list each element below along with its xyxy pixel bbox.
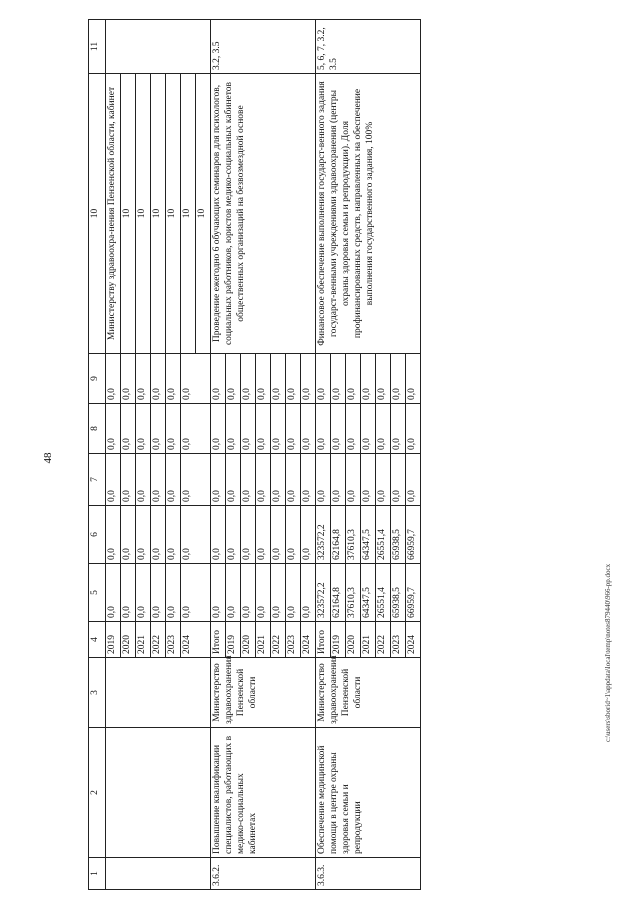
row-number: 3.6.2. xyxy=(211,858,316,890)
year-cell: Итого xyxy=(316,622,331,657)
value-column xyxy=(106,506,211,564)
year-cell: 2024 xyxy=(302,635,312,654)
amount-cell: 0,0 xyxy=(316,404,331,453)
amount-cell: 64347,5 xyxy=(361,506,376,563)
header-cell: 8 xyxy=(89,404,106,454)
amount-cell: 0,0 xyxy=(151,564,166,621)
year-cell: 2020 xyxy=(346,622,361,657)
result-value: 10 xyxy=(121,74,136,353)
amount-cell: 0,0 xyxy=(106,354,121,403)
value-column xyxy=(211,564,316,622)
amount-cell: 0,0 xyxy=(302,548,312,560)
amount-cell: 0,0 xyxy=(151,454,166,505)
rotated-table-sheet xyxy=(88,20,598,890)
amount-cell: 65938,5 xyxy=(391,564,406,621)
expected-result: Финансовое обеспечение выполнения государст-венного задания государст-венными учреждениями здравоохранения (центры охраны здоровья семьи и репродукции). Доля профинансированных средств, направленных на обеспечение выполнения государственного задания, 100% xyxy=(316,74,421,354)
amount-cell: 0,0 xyxy=(226,564,241,621)
header-cell: 4 xyxy=(89,622,106,658)
expected-result: Проведение ежегодно 6 обучающих семинаров для психологов, социальных работников, юристов медико-социальных кабинетов общественных организаций на безвозмездной основе xyxy=(211,74,316,354)
year-cell: 2023 xyxy=(391,622,406,657)
amount-cell: 0,0 xyxy=(376,404,391,453)
amount-cell: 0,0 xyxy=(136,404,151,453)
amount-cell: 0,0 xyxy=(256,404,271,453)
year-cell: Итого xyxy=(211,622,226,657)
amount-cell: 0,0 xyxy=(286,354,301,403)
amount-cell: 0,0 xyxy=(121,506,136,563)
amount-cell: 0,0 xyxy=(226,454,241,505)
executor: Министерство здравоохранения Пензенской области xyxy=(211,658,316,728)
amount-cell: 0,0 xyxy=(302,388,312,400)
result-value: 10 xyxy=(181,74,196,353)
amount-cell: 0,0 xyxy=(241,454,256,505)
value-column xyxy=(106,454,211,506)
table-row xyxy=(316,20,421,890)
amount-cell: 0,0 xyxy=(211,354,226,403)
amount-cell: 0,0 xyxy=(241,564,256,621)
header-cell: 7 xyxy=(89,454,106,506)
header-cell: 6 xyxy=(89,506,106,564)
amount-cell: 0,0 xyxy=(121,354,136,403)
footer-path: c:\users\sborid~1\appdata\local\temp\notes879440\966-pp.docx xyxy=(604,563,612,742)
amount-cell: 0,0 xyxy=(241,404,256,453)
amount-cell: 0,0 xyxy=(151,404,166,453)
executor: Министерство здравоохранения Пензенской области xyxy=(316,658,421,728)
amount-cell: 0,0 xyxy=(226,506,241,563)
result-value: 10 xyxy=(151,74,166,353)
amount-cell: 0,0 xyxy=(316,354,331,403)
amount-cell: 0,0 xyxy=(166,506,181,563)
year-cell: 2021 xyxy=(136,622,151,657)
value-column xyxy=(106,564,211,622)
amount-cell: 0,0 xyxy=(106,454,121,505)
amount-cell: 0,0 xyxy=(182,548,192,560)
amount-cell: 0,0 xyxy=(391,404,406,453)
amount-cell: 0,0 xyxy=(256,564,271,621)
value-column xyxy=(211,506,316,564)
value-column xyxy=(316,506,421,564)
amount-cell: 0,0 xyxy=(346,404,361,453)
amount-cell: 0,0 xyxy=(286,506,301,563)
amount-cell: 62164,8 xyxy=(331,506,346,563)
value-column xyxy=(316,622,421,658)
amount-cell: 0,0 xyxy=(376,454,391,505)
amount-cell: 0,0 xyxy=(136,506,151,563)
amount-cell: 0,0 xyxy=(256,506,271,563)
program-table xyxy=(88,19,421,890)
amount-cell: 0,0 xyxy=(302,438,312,450)
amount-cell: 0,0 xyxy=(407,490,417,502)
amount-cell: 0,0 xyxy=(361,354,376,403)
amount-cell: 0,0 xyxy=(391,454,406,505)
amount-cell: 0,0 xyxy=(376,354,391,403)
amount-cell: 0,0 xyxy=(136,354,151,403)
amount-cell: 64347,5 xyxy=(361,564,376,621)
header-cell: 5 xyxy=(89,564,106,622)
year-cell: 2022 xyxy=(376,622,391,657)
amount-cell: 0,0 xyxy=(361,404,376,453)
value-column xyxy=(211,404,316,454)
year-cell: 2023 xyxy=(286,622,301,657)
amount-cell: 0,0 xyxy=(106,564,121,621)
amount-cell: 0,0 xyxy=(271,354,286,403)
amount-cell: 0,0 xyxy=(241,506,256,563)
amount-cell: 0,0 xyxy=(302,490,312,502)
amount-cell: 0,0 xyxy=(211,564,226,621)
amount-cell: 0,0 xyxy=(121,404,136,453)
amount-cell: 0,0 xyxy=(391,354,406,403)
result-heading: Министерству здравоохра-нения Пензенской области, кабинет xyxy=(106,74,121,353)
amount-cell: 0,0 xyxy=(136,564,151,621)
year-cell: 2021 xyxy=(361,622,376,657)
header-cell: 11 xyxy=(89,20,106,74)
indicator-numbers: 5, 6, 7, 3.2, 3.5 xyxy=(316,20,421,74)
value-column xyxy=(106,354,211,404)
header-cell: 2 xyxy=(89,728,106,858)
header-cell: 3 xyxy=(89,658,106,728)
amount-cell: 0,0 xyxy=(182,490,192,502)
value-column xyxy=(211,354,316,404)
amount-cell: 0,0 xyxy=(211,404,226,453)
table-row xyxy=(211,20,316,890)
amount-cell: 0,0 xyxy=(286,404,301,453)
page-number: 48 xyxy=(42,452,54,464)
amount-cell: 0,0 xyxy=(182,606,192,618)
amount-cell: 0,0 xyxy=(151,354,166,403)
indicator-numbers xyxy=(106,20,211,74)
value-column xyxy=(211,622,316,658)
amount-cell: 0,0 xyxy=(256,354,271,403)
amount-cell: 66959,7 xyxy=(407,529,417,560)
amount-cell: 323572,2 xyxy=(316,564,331,621)
header-cell: 1 xyxy=(89,858,106,890)
amount-cell: 0,0 xyxy=(106,506,121,563)
amount-cell: 0,0 xyxy=(211,506,226,563)
amount-cell: 0,0 xyxy=(166,454,181,505)
year-cell: 2020 xyxy=(241,622,256,657)
result-value: 10 xyxy=(166,74,181,353)
amount-cell: 66959,7 xyxy=(407,587,417,618)
amount-cell: 0,0 xyxy=(136,454,151,505)
amount-cell: 0,0 xyxy=(346,454,361,505)
amount-cell: 0,0 xyxy=(106,404,121,453)
amount-cell: 26551,4 xyxy=(376,564,391,621)
table-body xyxy=(106,20,421,890)
amount-cell: 0,0 xyxy=(407,388,417,400)
amount-cell: 62164,8 xyxy=(331,564,346,621)
amount-cell: 0,0 xyxy=(211,454,226,505)
executor xyxy=(106,658,211,728)
amount-cell: 0,0 xyxy=(302,606,312,618)
amount-cell: 0,0 xyxy=(226,404,241,453)
amount-cell: 0,0 xyxy=(286,564,301,621)
amount-cell: 0,0 xyxy=(361,454,376,505)
year-cell: 2022 xyxy=(271,622,286,657)
result-column xyxy=(106,74,211,354)
amount-cell: 0,0 xyxy=(166,354,181,403)
amount-cell: 0,0 xyxy=(151,506,166,563)
amount-cell: 0,0 xyxy=(271,506,286,563)
year-cell: 2019 xyxy=(331,622,346,657)
amount-cell: 0,0 xyxy=(331,404,346,453)
header-cell: 9 xyxy=(89,354,106,404)
value-column xyxy=(106,404,211,454)
value-column xyxy=(316,564,421,622)
value-column xyxy=(316,354,421,404)
amount-cell: 0,0 xyxy=(256,454,271,505)
amount-cell: 0,0 xyxy=(286,454,301,505)
year-cell: 2024 xyxy=(182,635,192,654)
year-cell: 2021 xyxy=(256,622,271,657)
result-value: 10 xyxy=(136,74,151,353)
amount-cell: 0,0 xyxy=(121,564,136,621)
amount-cell: 37610,3 xyxy=(346,564,361,621)
amount-cell: 0,0 xyxy=(271,404,286,453)
measure-name: Обеспечение медицинской помощи в центре охраны здоровья семьи и репродукции xyxy=(316,728,421,858)
amount-cell: 0,0 xyxy=(331,354,346,403)
year-cell: 2020 xyxy=(121,622,136,657)
row-number: 3.6.3. xyxy=(316,858,421,890)
indicator-numbers: 3.2, 3.5 xyxy=(211,20,316,74)
header-cell: 10 xyxy=(89,74,106,354)
year-cell: 2024 xyxy=(407,635,417,654)
table-row xyxy=(106,20,211,890)
value-column xyxy=(106,622,211,658)
measure-name: Повышение квалификации специалистов, работающих в медико-социальных кабинетах xyxy=(211,728,316,858)
amount-cell: 0,0 xyxy=(121,454,136,505)
amount-cell: 0,0 xyxy=(182,438,192,450)
amount-cell: 0,0 xyxy=(271,564,286,621)
amount-cell: 0,0 xyxy=(166,564,181,621)
amount-cell: 0,0 xyxy=(407,438,417,450)
amount-cell: 0,0 xyxy=(331,454,346,505)
amount-cell: 26551,4 xyxy=(376,506,391,563)
amount-cell: 0,0 xyxy=(166,404,181,453)
result-value: 10 xyxy=(197,208,207,219)
year-cell: 2019 xyxy=(226,622,241,657)
amount-cell: 323572,2 xyxy=(316,506,331,563)
amount-cell: 37610,3 xyxy=(346,506,361,563)
value-column xyxy=(211,454,316,506)
amount-cell: 0,0 xyxy=(182,388,192,400)
amount-cell: 0,0 xyxy=(346,354,361,403)
amount-cell: 0,0 xyxy=(316,454,331,505)
amount-cell: 0,0 xyxy=(241,354,256,403)
value-column xyxy=(316,404,421,454)
measure-name xyxy=(106,728,211,858)
year-cell: 2023 xyxy=(166,622,181,657)
value-column xyxy=(316,454,421,506)
amount-cell: 0,0 xyxy=(271,454,286,505)
amount-cell: 65938,5 xyxy=(391,506,406,563)
header-row xyxy=(89,20,106,890)
year-cell: 2019 xyxy=(106,622,121,657)
row-number xyxy=(106,858,211,890)
amount-cell: 0,0 xyxy=(226,354,241,403)
year-cell: 2022 xyxy=(151,622,166,657)
